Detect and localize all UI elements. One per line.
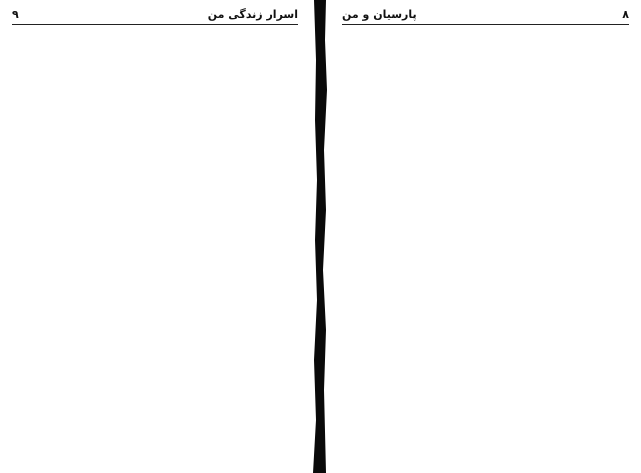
left-page-header	[12, 8, 298, 25]
left-page	[0, 0, 310, 473]
page-gutter	[310, 0, 330, 473]
right-page-title: پارسیان و من	[342, 8, 417, 21]
left-page-title: اسرار زندگی من	[207, 8, 298, 21]
right-page-number: ۸	[622, 8, 629, 21]
left-page-number: ۹	[12, 8, 19, 21]
right-page-header	[342, 8, 629, 25]
right-page	[330, 0, 641, 473]
torn-separator	[310, 0, 330, 473]
